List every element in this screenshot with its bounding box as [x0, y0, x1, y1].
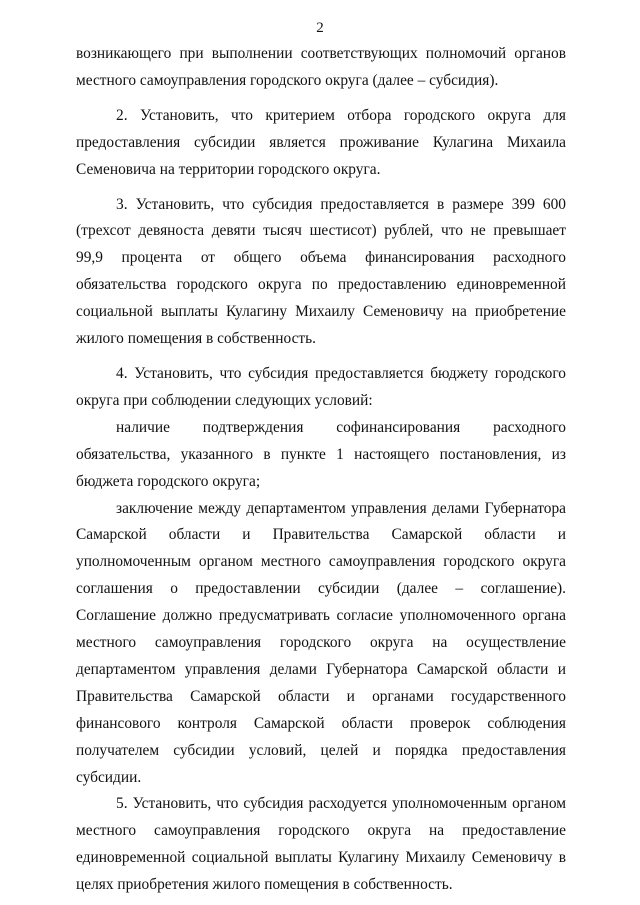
paragraph-1-continuation: возникающего при выполнении соответствующих полномочий органов местного самоуправления городского округа (далее – субсидия).: [76, 45, 566, 89]
paragraph-4: 4. Установить, что субсидия предоставляется бюджету городского округа при соблюдении следующих условий:: [76, 364, 566, 409]
paragraph-2: 2. Установить, что критерием отбора городского округа для предоставления субсидии является проживание Кулагина Михаила Семеновича на территории городского округа.: [76, 106, 566, 178]
condition-cofinancing: наличие подтверждения софинансирования расходного обязательства, указанного в пункте 1 настоящего постановления, из бюджета городского округа;: [76, 418, 566, 490]
document-body: [76, 41, 566, 899]
condition-agreement: заключение между департаментом управления делами Губернатора Самарской области и Правительства Самарской области и уполномоченным органом местного самоуправления городского округа соглашения о предоставлении субсидии (далее – соглашение). Соглашение должно предусматривать согласие уполномоченного органа местного самоуправления городского округа на осуществление департаментом управления делами Губернатора Самарской области и Правительства Самарской области и органами государственного финансового контроля Самарской области проверок соблюдения получателем субсидии условий, целей и порядка предоставления субсидии.: [76, 499, 566, 786]
page-number: 2: [316, 20, 324, 36]
paragraph-3: 3. Установить, что субсидия предоставляется в размере 399 600 (трехсот девяноста девяти тысяч шестисот) рублей, что не превышает 99,9 процента от общего объема финансирования расходного обязательства городского округа по предоставлению единовременной социальной выплаты Кулагину Михаилу Семеновичу на приобретение жилого помещения в собственность.: [76, 195, 566, 348]
paragraph-5: 5. Установить, что субсидия расходуется уполномоченным органом местного самоуправления городского округа на предоставление единовременной социальной выплаты Кулагину Михаилу Семеновичу в целях приобретения жилого помещения в собственность.: [76, 795, 566, 894]
